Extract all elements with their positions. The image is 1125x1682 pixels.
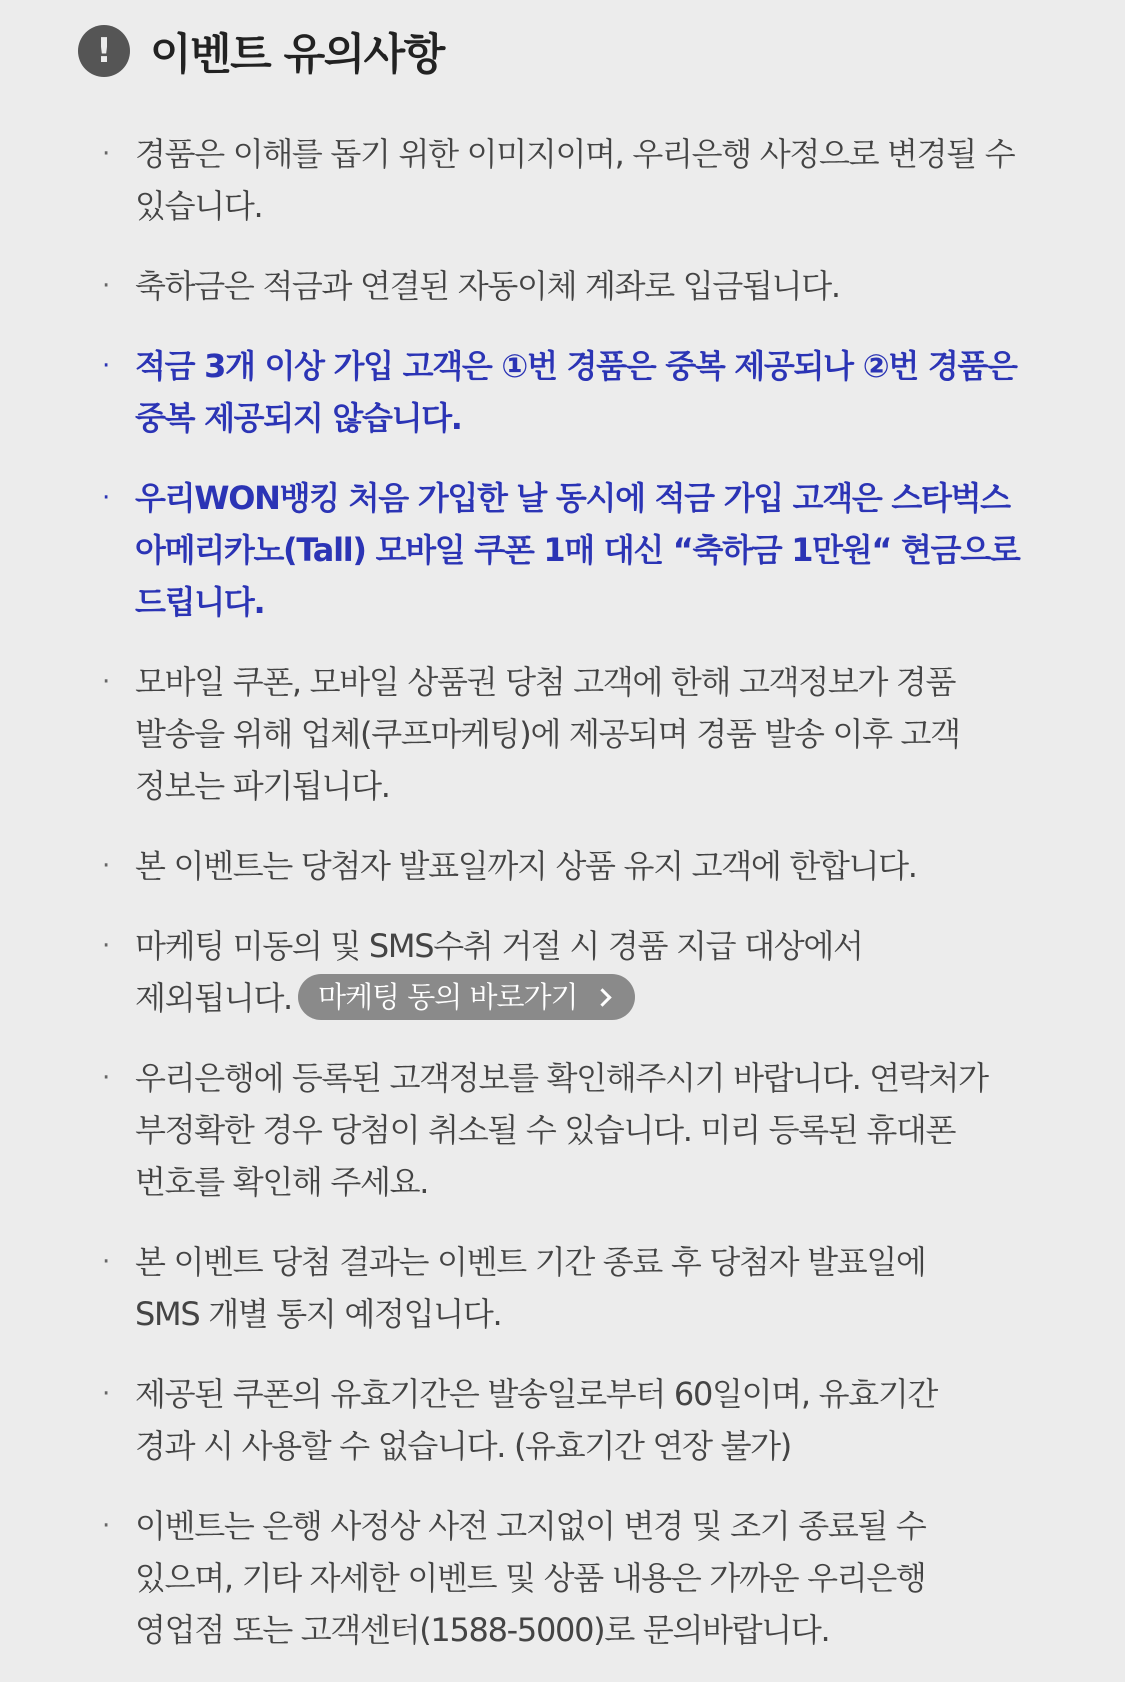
notice-text-line — [135, 1500, 1055, 1552]
marketing-consent-label: 마케팅 동의 바로가기 — [317, 980, 578, 1014]
page-title: 이벤트 유의사항 — [150, 29, 444, 80]
marketing-consent-button[interactable] — [298, 974, 635, 1020]
notice-text: 발송을 위해 업체(쿠프마케팅)에 제공되며 경품 발송 이후 고객 — [135, 715, 960, 753]
bullet-icon: · — [102, 1063, 109, 1093]
notice-text: 우리WON뱅킹 처음 가입한 날 동시에 적금 가입 고객은 스타벅스 — [135, 479, 1010, 517]
notice-text-line — [135, 1052, 1055, 1104]
notice-text: SMS 개별 통지 예정입니다. — [135, 1295, 502, 1333]
notice-text: 제공된 쿠폰의 유효기간은 발송일로부터 60일이며, 유효기간 — [135, 1375, 938, 1413]
notice-text: 본 이벤트는 당첨자 발표일까지 상품 유지 고객에 한합니다. — [135, 847, 917, 885]
notice-text: 정보는 파기됩니다. — [135, 767, 390, 805]
notice-item — [80, 1236, 1055, 1340]
notice-text-line — [135, 972, 1055, 1024]
bullet-icon: · — [102, 139, 109, 169]
notice-text-line — [135, 1552, 1055, 1604]
notice-item — [80, 472, 1055, 628]
notice-text: 번호를 확인해 주세요. — [135, 1163, 429, 1201]
bullet-icon: · — [102, 1511, 109, 1541]
bullet-icon: · — [102, 931, 109, 961]
notice-text-line — [135, 340, 1055, 392]
notice-text: 우리은행에 등록된 고객정보를 확인해주시기 바랍니다. 연락처가 — [135, 1059, 988, 1097]
notice-text: 영업점 또는 고객센터(1588-5000)로 문의바랍니다. — [135, 1611, 830, 1649]
notice-text-line — [135, 1420, 1055, 1472]
notice-item — [80, 1368, 1055, 1472]
notice-text-line — [135, 392, 1055, 444]
notice-item — [80, 340, 1055, 444]
notice-text-line — [135, 576, 1055, 628]
bullet-icon: · — [102, 851, 109, 881]
notice-text-line — [135, 760, 1055, 812]
bullet-icon: · — [102, 271, 109, 301]
notice-text: 아메리카노(Tall) 모바일 쿠폰 1매 대신 “축하금 1만원“ 현금으로 — [135, 531, 1020, 569]
notice-text: 있습니다. — [135, 187, 263, 225]
notice-text-line — [135, 1156, 1055, 1208]
notice-item — [80, 1052, 1055, 1208]
notice-text-line — [135, 1604, 1055, 1656]
notice-text: 있으며, 기타 자세한 이벤트 및 상품 내용은 가까운 우리은행 — [135, 1559, 926, 1597]
notice-list — [80, 128, 1055, 1656]
bullet-icon: · — [102, 667, 109, 697]
notice-item — [80, 1500, 1055, 1656]
notice-text-line — [135, 920, 1055, 972]
bullet-icon: · — [102, 1379, 109, 1409]
notice-text-line — [135, 1288, 1055, 1340]
notice-text: 본 이벤트 당첨 결과는 이벤트 기간 종료 후 당첨자 발표일에 — [135, 1243, 926, 1281]
notice-text-line — [135, 472, 1055, 524]
notice-text: 경과 시 사용할 수 없습니다. (유효기간 연장 불가) — [135, 1427, 791, 1465]
notice-text-line — [135, 656, 1055, 708]
notice-item — [80, 128, 1055, 232]
notice-text-line — [135, 1368, 1055, 1420]
notice-text: 중복 제공되지 않습니다. — [135, 399, 462, 437]
notice-text: 마케팅 미동의 및 SMS수취 거절 시 경품 지급 대상에서 — [135, 927, 863, 965]
notice-text: 드립니다. — [135, 583, 265, 621]
notice-text-line — [135, 840, 1055, 892]
notice-text-line — [135, 524, 1055, 576]
notice-text-line — [135, 1104, 1055, 1156]
notice-text: 이벤트는 은행 사정상 사전 고지없이 변경 및 조기 종료될 수 — [135, 1507, 926, 1545]
notice-text-line — [135, 260, 1055, 312]
notice-text-line — [135, 128, 1055, 180]
bullet-icon: · — [102, 351, 109, 381]
exclamation-icon: ! — [78, 25, 130, 77]
notice-item — [80, 656, 1055, 812]
bullet-icon: · — [102, 1247, 109, 1277]
bullet-icon: · — [102, 483, 109, 513]
notice-text: 제외됩니다. — [135, 979, 292, 1017]
notice-text: 적금 3개 이상 가입 고객은 ①번 경품은 중복 제공되나 ②번 경품은 — [135, 347, 1017, 385]
notice-text: 모바일 쿠폰, 모바일 상품권 당첨 고객에 한해 고객정보가 경품 — [135, 663, 956, 701]
notice-item — [80, 840, 1055, 892]
notice-text-line — [135, 180, 1055, 232]
chevron-right-icon — [593, 988, 611, 1006]
notice-item — [80, 260, 1055, 312]
notice-item — [80, 920, 1055, 1024]
notice-text-line — [135, 1236, 1055, 1288]
notice-text: 부정확한 경우 당첨이 취소될 수 있습니다. 미리 등록된 휴대폰 — [135, 1111, 956, 1149]
notice-header — [78, 20, 1055, 82]
notice-text: 경품은 이해를 돕기 위한 이미지이며, 우리은행 사정으로 변경될 수 — [135, 135, 1015, 173]
notice-text: 축하금은 적금과 연결된 자동이체 계좌로 입금됩니다. — [135, 267, 840, 305]
notice-text-line — [135, 708, 1055, 760]
